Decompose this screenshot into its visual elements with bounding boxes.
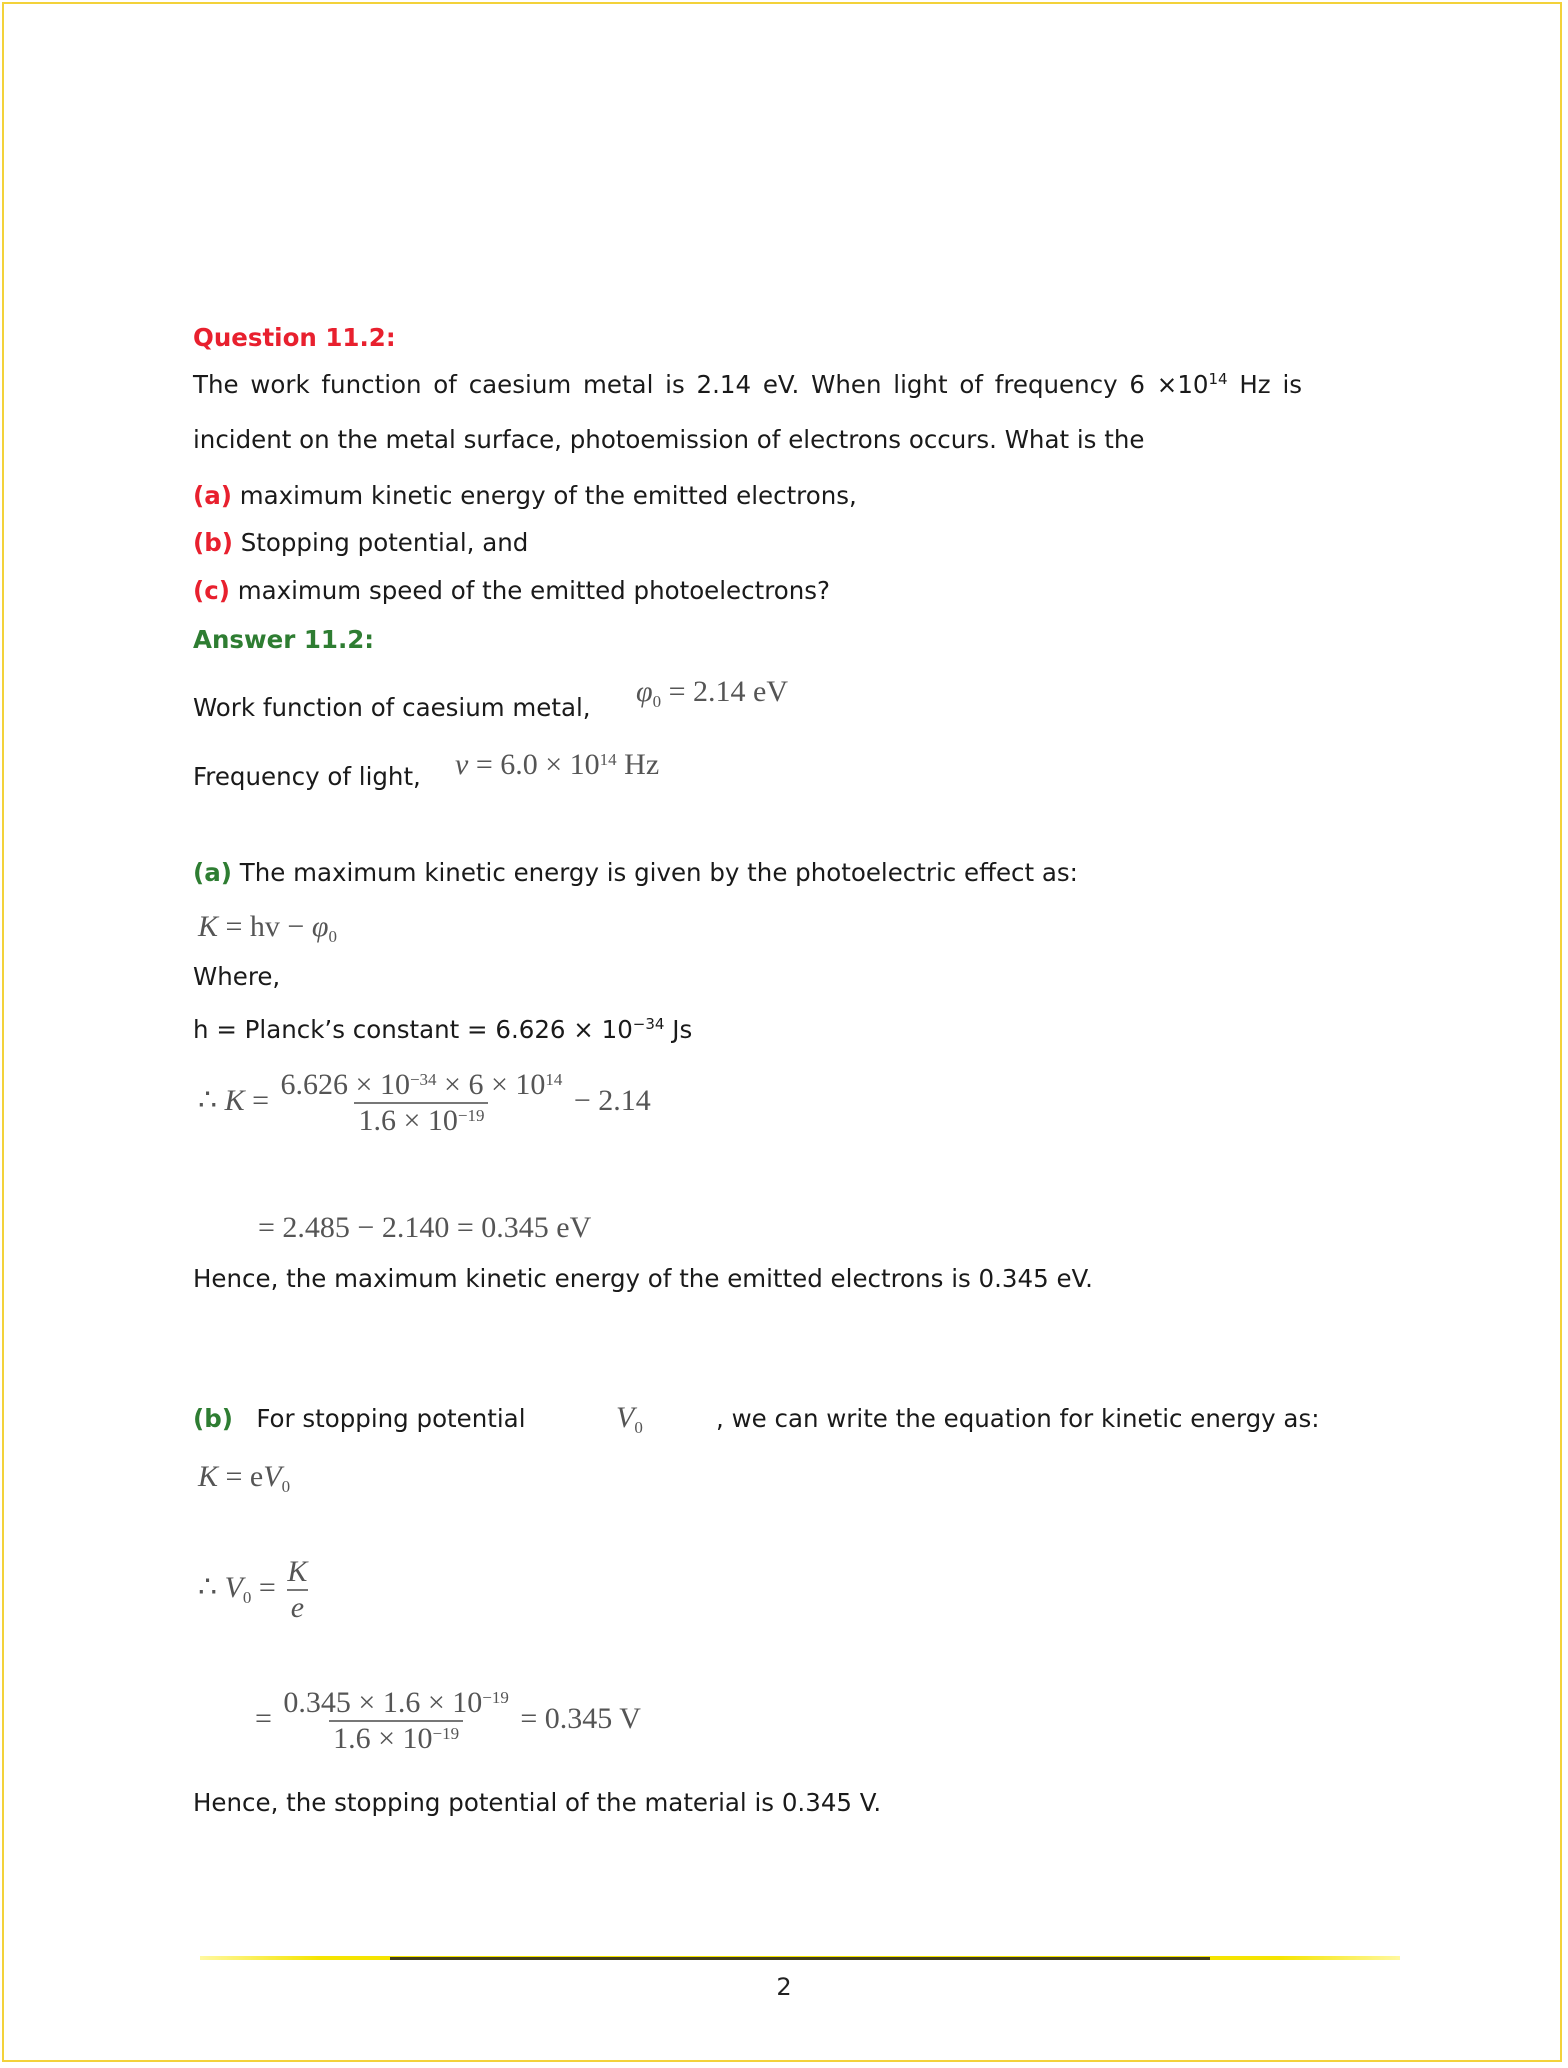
- part-label: (b): [193, 528, 233, 557]
- stopping-potential-calculation: = $\frac{0.345 \times 1.6 \times 10^{-19}}{1.6 \times 10^{-19}}$ = 0.345 V: [255, 1686, 641, 1755]
- kinetic-energy-result: = 2.485 − 2.140 = 0.345 eV: [258, 1211, 592, 1244]
- part-label: (c): [193, 576, 230, 605]
- math-text: Hz: [616, 748, 660, 781]
- part-text: For stopping potential: [256, 1404, 526, 1433]
- denominator: 1.6 × 10: [358, 1104, 458, 1137]
- stopping-potential-equation: $K = eV_0$: [198, 1460, 291, 1496]
- planck-text: h = Planck’s constant = 6.626 × 10: [193, 1015, 633, 1044]
- part-text: The maximum kinetic energy is given by the photoelectric effect as:: [231, 858, 1078, 887]
- kinetic-energy-calculation: ∴ K = $\frac{6.626 \times 10^{-34} \times 6 \times 10^{14}}{1.6 \times 10^{-19}}$ − 2.14: [198, 1068, 651, 1137]
- kinetic-energy-equation: K = hv − $\varphi_0$: [198, 910, 337, 946]
- denominator: 1.6 × 10: [333, 1722, 433, 1755]
- page-number: 2: [776, 1973, 792, 2001]
- frequency-math: $\nu = 6.0 \times 10^{14}$ Hz: [455, 748, 660, 781]
- exponent: −19: [432, 1724, 460, 1743]
- math-text: = 0.345 V: [520, 1701, 641, 1735]
- question-part-a: [193, 480, 857, 512]
- fraction: [277, 1068, 567, 1138]
- part-a-intro: [193, 857, 1078, 889]
- numerator: 6.626 × 10: [280, 1068, 410, 1101]
- part-label: (b): [193, 1404, 233, 1433]
- part-label: (a): [193, 481, 232, 510]
- exponent: 14: [545, 1070, 563, 1089]
- math-text: = 6.0 × 10: [475, 748, 600, 781]
- question-line-2: incident on the metal surface, photoemission of electrons occurs. What is the: [193, 425, 1145, 454]
- question-line-1: [193, 369, 1302, 401]
- question-part-c: [193, 575, 830, 607]
- question-part-b: [193, 527, 528, 559]
- exponent: −19: [457, 1106, 485, 1125]
- planck-text: Js: [664, 1015, 693, 1044]
- work-function-math: $\varphi_0 = 2.14$ eV: [636, 675, 789, 711]
- fraction: $\frac{K}{e}$: [287, 1555, 308, 1624]
- footer-rule-dark: [390, 1957, 1210, 1960]
- numerator: 0.345 × 1.6 × 10: [283, 1686, 483, 1719]
- numerator: × 6 × 10: [436, 1068, 546, 1101]
- exponent: 14: [599, 750, 617, 769]
- part-a-conclusion: Hence, the maximum kinetic energy of the emitted electrons is 0.345 eV.: [193, 1264, 1093, 1293]
- question-text: Hz is: [1227, 370, 1303, 399]
- fraction: [279, 1686, 512, 1756]
- part-b-intro-continued: , we can write the equation for kinetic energy as:: [716, 1404, 1320, 1433]
- part-text: maximum speed of the emitted photoelectrons?: [229, 576, 831, 605]
- part-label: (a): [193, 858, 232, 887]
- stopping-potential-symbol: $V_0$: [616, 1401, 643, 1437]
- stopping-potential-formula: ∴ $V_0$ = $\frac{K}{e}$: [198, 1555, 311, 1625]
- question-heading: Question 11.2:: [193, 323, 396, 352]
- math-text: = 2.14 eV: [668, 675, 789, 708]
- math-text: − 2.14: [573, 1083, 651, 1117]
- part-text: maximum kinetic energy of the emitted electrons,: [231, 481, 857, 510]
- part-b-intro: [193, 1403, 526, 1435]
- exponent: −19: [482, 1688, 509, 1707]
- exponent: 14: [1208, 370, 1228, 388]
- part-text: Stopping potential, and: [232, 528, 529, 557]
- frequency-label: Frequency of light,: [193, 762, 421, 791]
- where-label: Where,: [193, 962, 281, 991]
- math-text: = e: [225, 1460, 264, 1493]
- work-function-label: Work function of caesium metal,: [193, 693, 591, 722]
- question-text: The work function of caesium metal is 2.14 eV. When light of frequency 6 ×10: [193, 370, 1209, 399]
- exponent: −34: [409, 1070, 437, 1089]
- answer-heading: Answer 11.2:: [193, 625, 375, 654]
- math-text: = hv −: [225, 910, 312, 943]
- exponent: −34: [632, 1015, 665, 1033]
- planck-constant-line: [193, 1014, 692, 1046]
- part-b-conclusion: Hence, the stopping potential of the material is 0.345 V.: [193, 1788, 882, 1817]
